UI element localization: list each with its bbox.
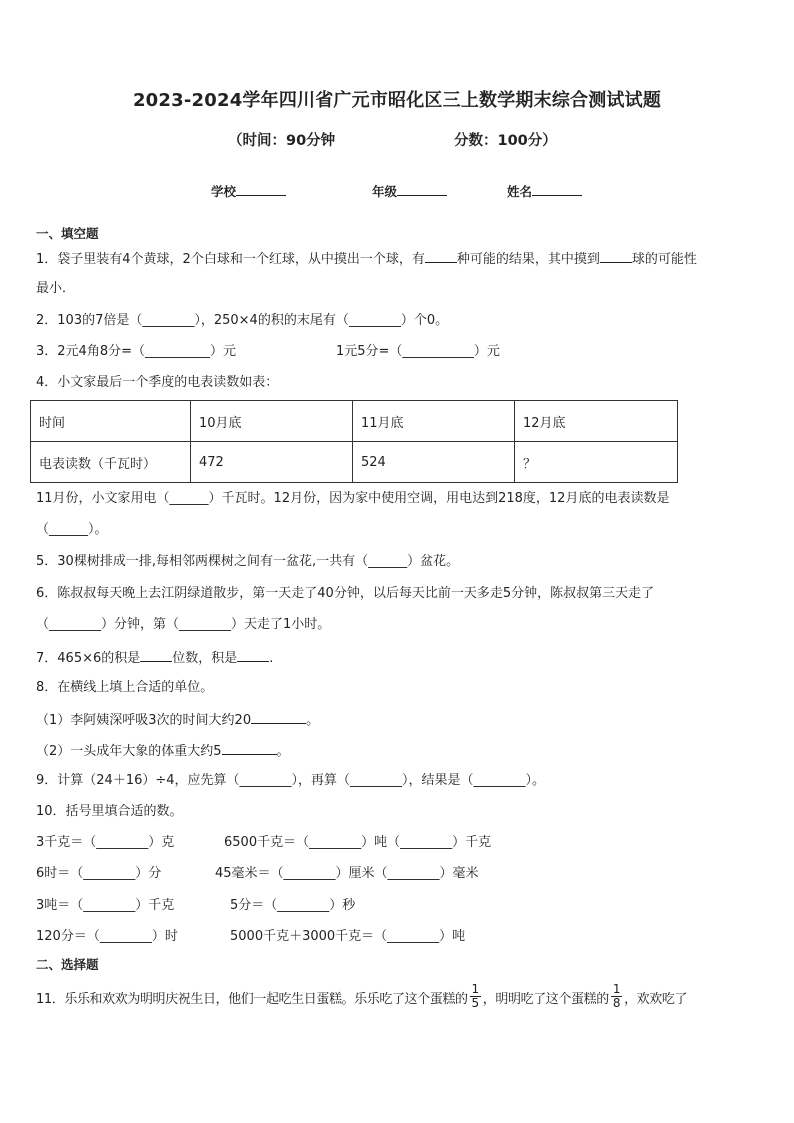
school-blank[interactable] (236, 183, 286, 196)
question-8b: （2）一头成年大象的体重大约5 。 (36, 744, 290, 759)
question-9: 9．计算（24＋16）÷4，应先算（________），再算（________），结果是（________）。 (36, 773, 546, 788)
name-field (507, 182, 582, 200)
grade-field (372, 182, 447, 200)
table-cell: 472 (191, 442, 353, 483)
name-label: 姓名 (507, 184, 533, 199)
question-10-2b: 45毫米＝（________）厘米（________）毫米 (215, 866, 479, 881)
question-1: 1．袋子里装有4个黄球，2个白球和一个红球，从中摸出一个球，有 种可能的结果，其中摸到 球的可能性 (36, 252, 697, 267)
question-3a: 3．2元4角8分=（__________）元 (36, 344, 236, 359)
table-header-cell: 12月底 (515, 401, 678, 442)
answer-blank[interactable] (222, 742, 277, 755)
question-8a: （1）李阿姨深呼吸3次的时间大约20 。 (36, 713, 320, 728)
page-title: 2023-2024学年四川省广元市昭化区三上数学期末综合测试试题 (132, 90, 662, 111)
name-blank[interactable] (532, 183, 582, 196)
answer-blank[interactable] (600, 250, 632, 263)
question-5: 5．30棵树排成一排,每相邻两棵树之间有一盆花,一共有（______）盆花。 (36, 554, 460, 569)
question-11: 11．乐乐和欢欢为明明庆祝生日，他们一起吃生日蛋糕。乐乐吃了这个蛋糕的 $\frac{1}{5}$ ，明明吃了这个蛋糕的 $\frac{1}{8}$ ，欢欢吃了 (36, 982, 688, 1010)
question-10-3b: 5分＝（________）秒 (230, 898, 356, 913)
question-3b: 1元5分=（___________）元 (336, 344, 500, 359)
question-10-2a: 6时＝（________）分 (36, 866, 162, 881)
meter-table (30, 400, 678, 483)
question-4a: 11月份，小文家用电（______）千瓦时。12月份，因为家中使用空调，用电达到218度，12月底的电表读数是 (36, 491, 670, 506)
question-10-4b: 5000千克＋3000千克＝（________）吨 (230, 929, 466, 944)
table-row (31, 442, 678, 483)
school-label: 学校 (211, 184, 237, 199)
exam-time: （时间：90分钟 (228, 133, 336, 149)
table-cell: ？ (515, 442, 678, 483)
question-6a: 6．陈叔叔每天晚上去江阴绿道散步，第一天走了40分钟，以后每天比前一天多走5分钟，陈叔叔第三天走了 (36, 586, 655, 601)
table-row (31, 401, 678, 442)
table-cell: 524 (353, 442, 515, 483)
question-6b: （________）分钟，第（________）天走了1小时。 (36, 617, 331, 632)
table-header-cell: 时间 (31, 401, 191, 442)
table-cell: 电表读数（千瓦时） (31, 442, 191, 483)
section-fill-in: 一、填空题 (36, 226, 99, 241)
question-10-1a: 3千克＝（________）克 (36, 835, 175, 850)
answer-blank[interactable] (237, 649, 269, 662)
fraction-one-eighth: $\frac{1}{8}$ (612, 982, 621, 1010)
school-field (211, 182, 286, 200)
answer-blank[interactable] (140, 649, 172, 662)
fraction-one-fifth: $\frac{1}{5}$ (471, 982, 479, 1010)
question-4b: （______）。 (36, 522, 108, 537)
question-10-4a: 120分＝（________）时 (36, 929, 178, 944)
question-10-1b: 6500千克＝（________）吨（________）千克 (224, 835, 492, 850)
answer-blank[interactable] (251, 711, 306, 724)
question-10-3a: 3吨＝（________）千克 (36, 898, 175, 913)
grade-label: 年级 (372, 184, 398, 199)
grade-blank[interactable] (397, 183, 447, 196)
question-2: 2．103的7倍是（________），250×4的积的末尾有（________）个0。 (36, 313, 449, 328)
exam-score: 分数：100分） (454, 133, 557, 149)
table-header-cell: 11月底 (353, 401, 515, 442)
question-10: 10．括号里填合适的数。 (36, 804, 183, 819)
question-8: 8．在横线上填上合适的单位。 (36, 680, 214, 695)
question-7: 7．465×6的积是 位数，积是 . (36, 651, 274, 666)
table-header-cell: 10月底 (191, 401, 353, 442)
section-choice: 二、选择题 (36, 957, 99, 972)
answer-blank[interactable] (425, 250, 457, 263)
question-4: 4．小文家最后一个季度的电表读数如表： (36, 375, 279, 390)
question-1-cont: 最小． (36, 281, 76, 296)
